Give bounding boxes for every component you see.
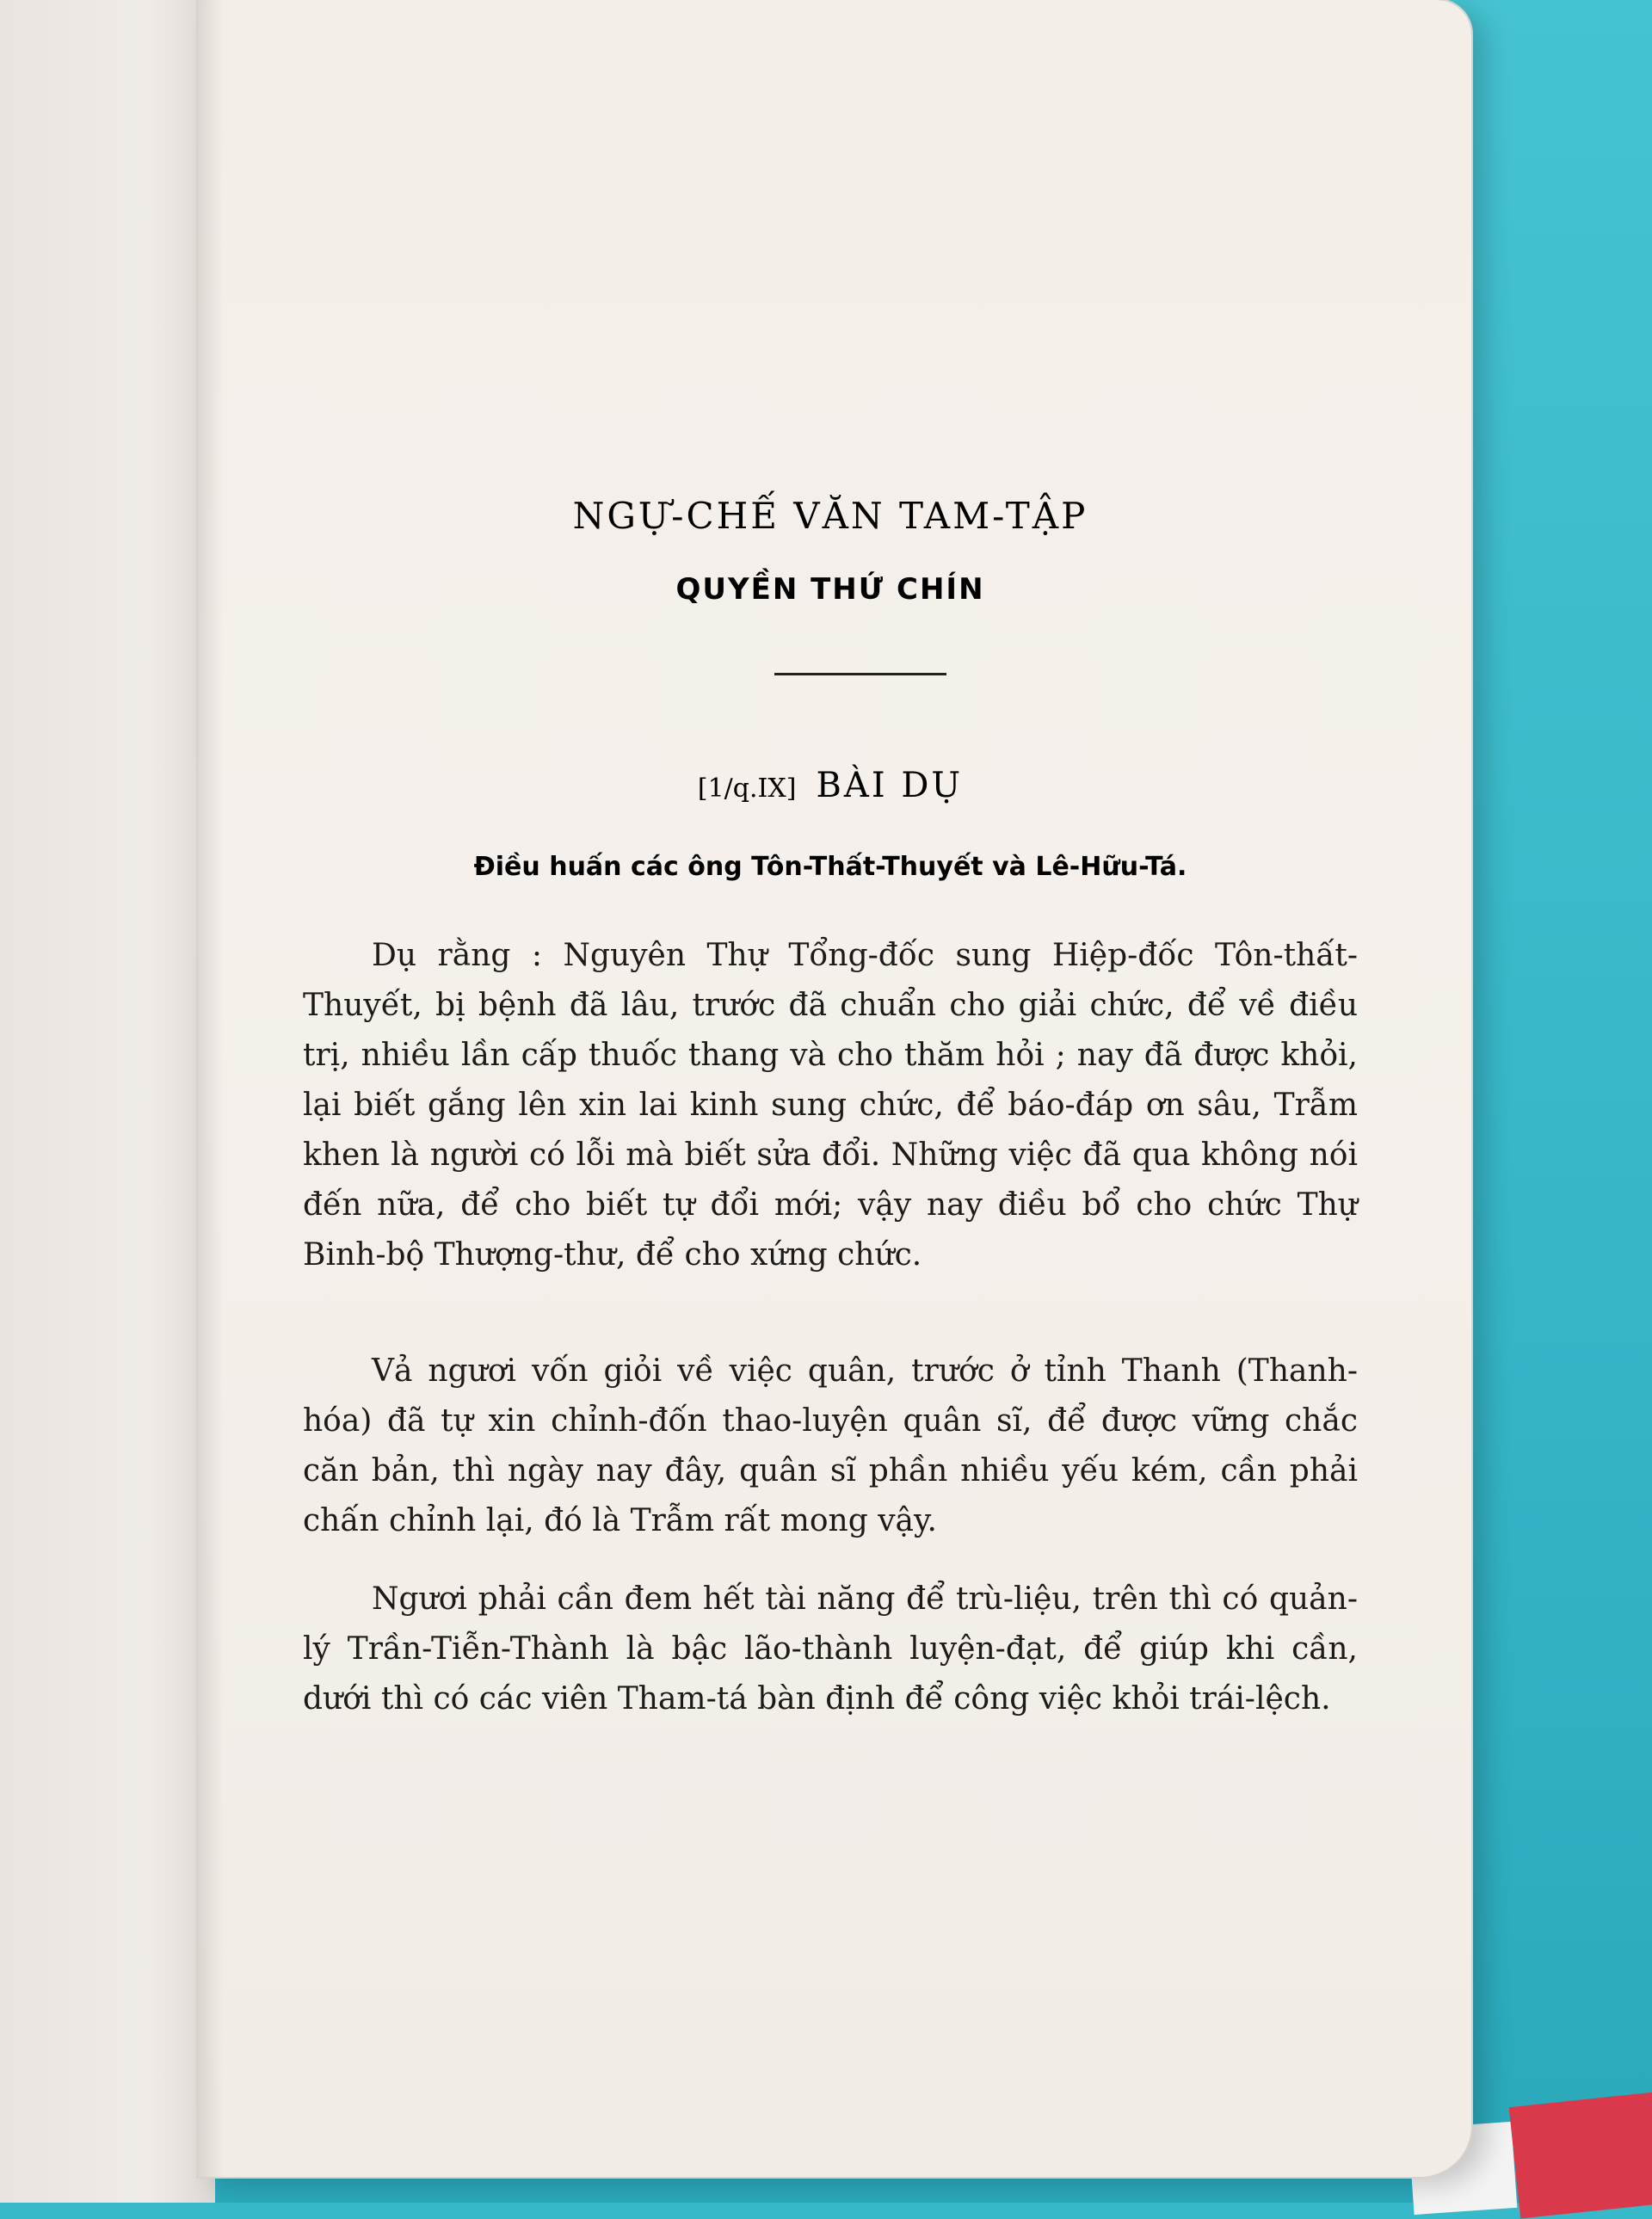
section-reference: [1/q.IX] [697, 774, 797, 804]
page-gutter [198, 0, 224, 2177]
section-title: BÀI DỤ [816, 766, 964, 805]
section-header [301, 766, 1359, 805]
divider-rule [774, 673, 946, 675]
book-title: NGỰ-CHẾ VĂN TAM-TẬP [572, 495, 1088, 537]
red-object [1509, 2092, 1652, 2218]
paragraph: Dụ rằng : Nguyên Thự Tổng-đốc sung Hiệp-đốc Tôn-thất-Thuyết, bị bệnh đã lâu, trước đã chuẩn cho giải chức, để về điều trị, nhiều lần cấp thuốc thang và cho thăm hỏi ; nay đã được khỏi, lại biết gắng lên xin lai kinh sung chức, để báo-đáp ơn sâu, Trẫm khen là người có lỗi mà biết sửa đổi. Những việc đã qua không nói đến nữa, để cho biết tự đổi mới; vậy nay điều bổ cho chức Thự Binh-bộ Thượng-thư, để cho xứng chức. [303, 938, 1358, 1273]
facing-page [0, 0, 215, 2203]
volume-subtitle: QUYỀN THỨ CHÍN [675, 572, 985, 607]
paragraph: Vả ngươi vốn giỏi về việc quân, trước ở tỉnh Thanh (Thanh-hóa) đã tự xin chỉnh-đốn thao-luyện quân sĩ, để được vững chắc căn bản, thì ngày nay đây, quân sĩ phần nhiều yếu kém, cần phải chấn chỉnh lại, đó là Trẫm rất mong vậy. [303, 1353, 1358, 1538]
section-heading: Điều huấn các ông Tôn-Thất-Thuyết và Lê-Hữu-Tá. [473, 852, 1187, 882]
paragraph: Ngươi phải cần đem hết tài năng để trù-liệu, trên thì có quản-lý Trần-Tiễn-Thành là bậc lão-thành luyện-đạt, để giúp khi cần, dưới thì có các viên Tham-tá bàn định để công việc khỏi trái-lệch. [303, 1581, 1358, 1717]
